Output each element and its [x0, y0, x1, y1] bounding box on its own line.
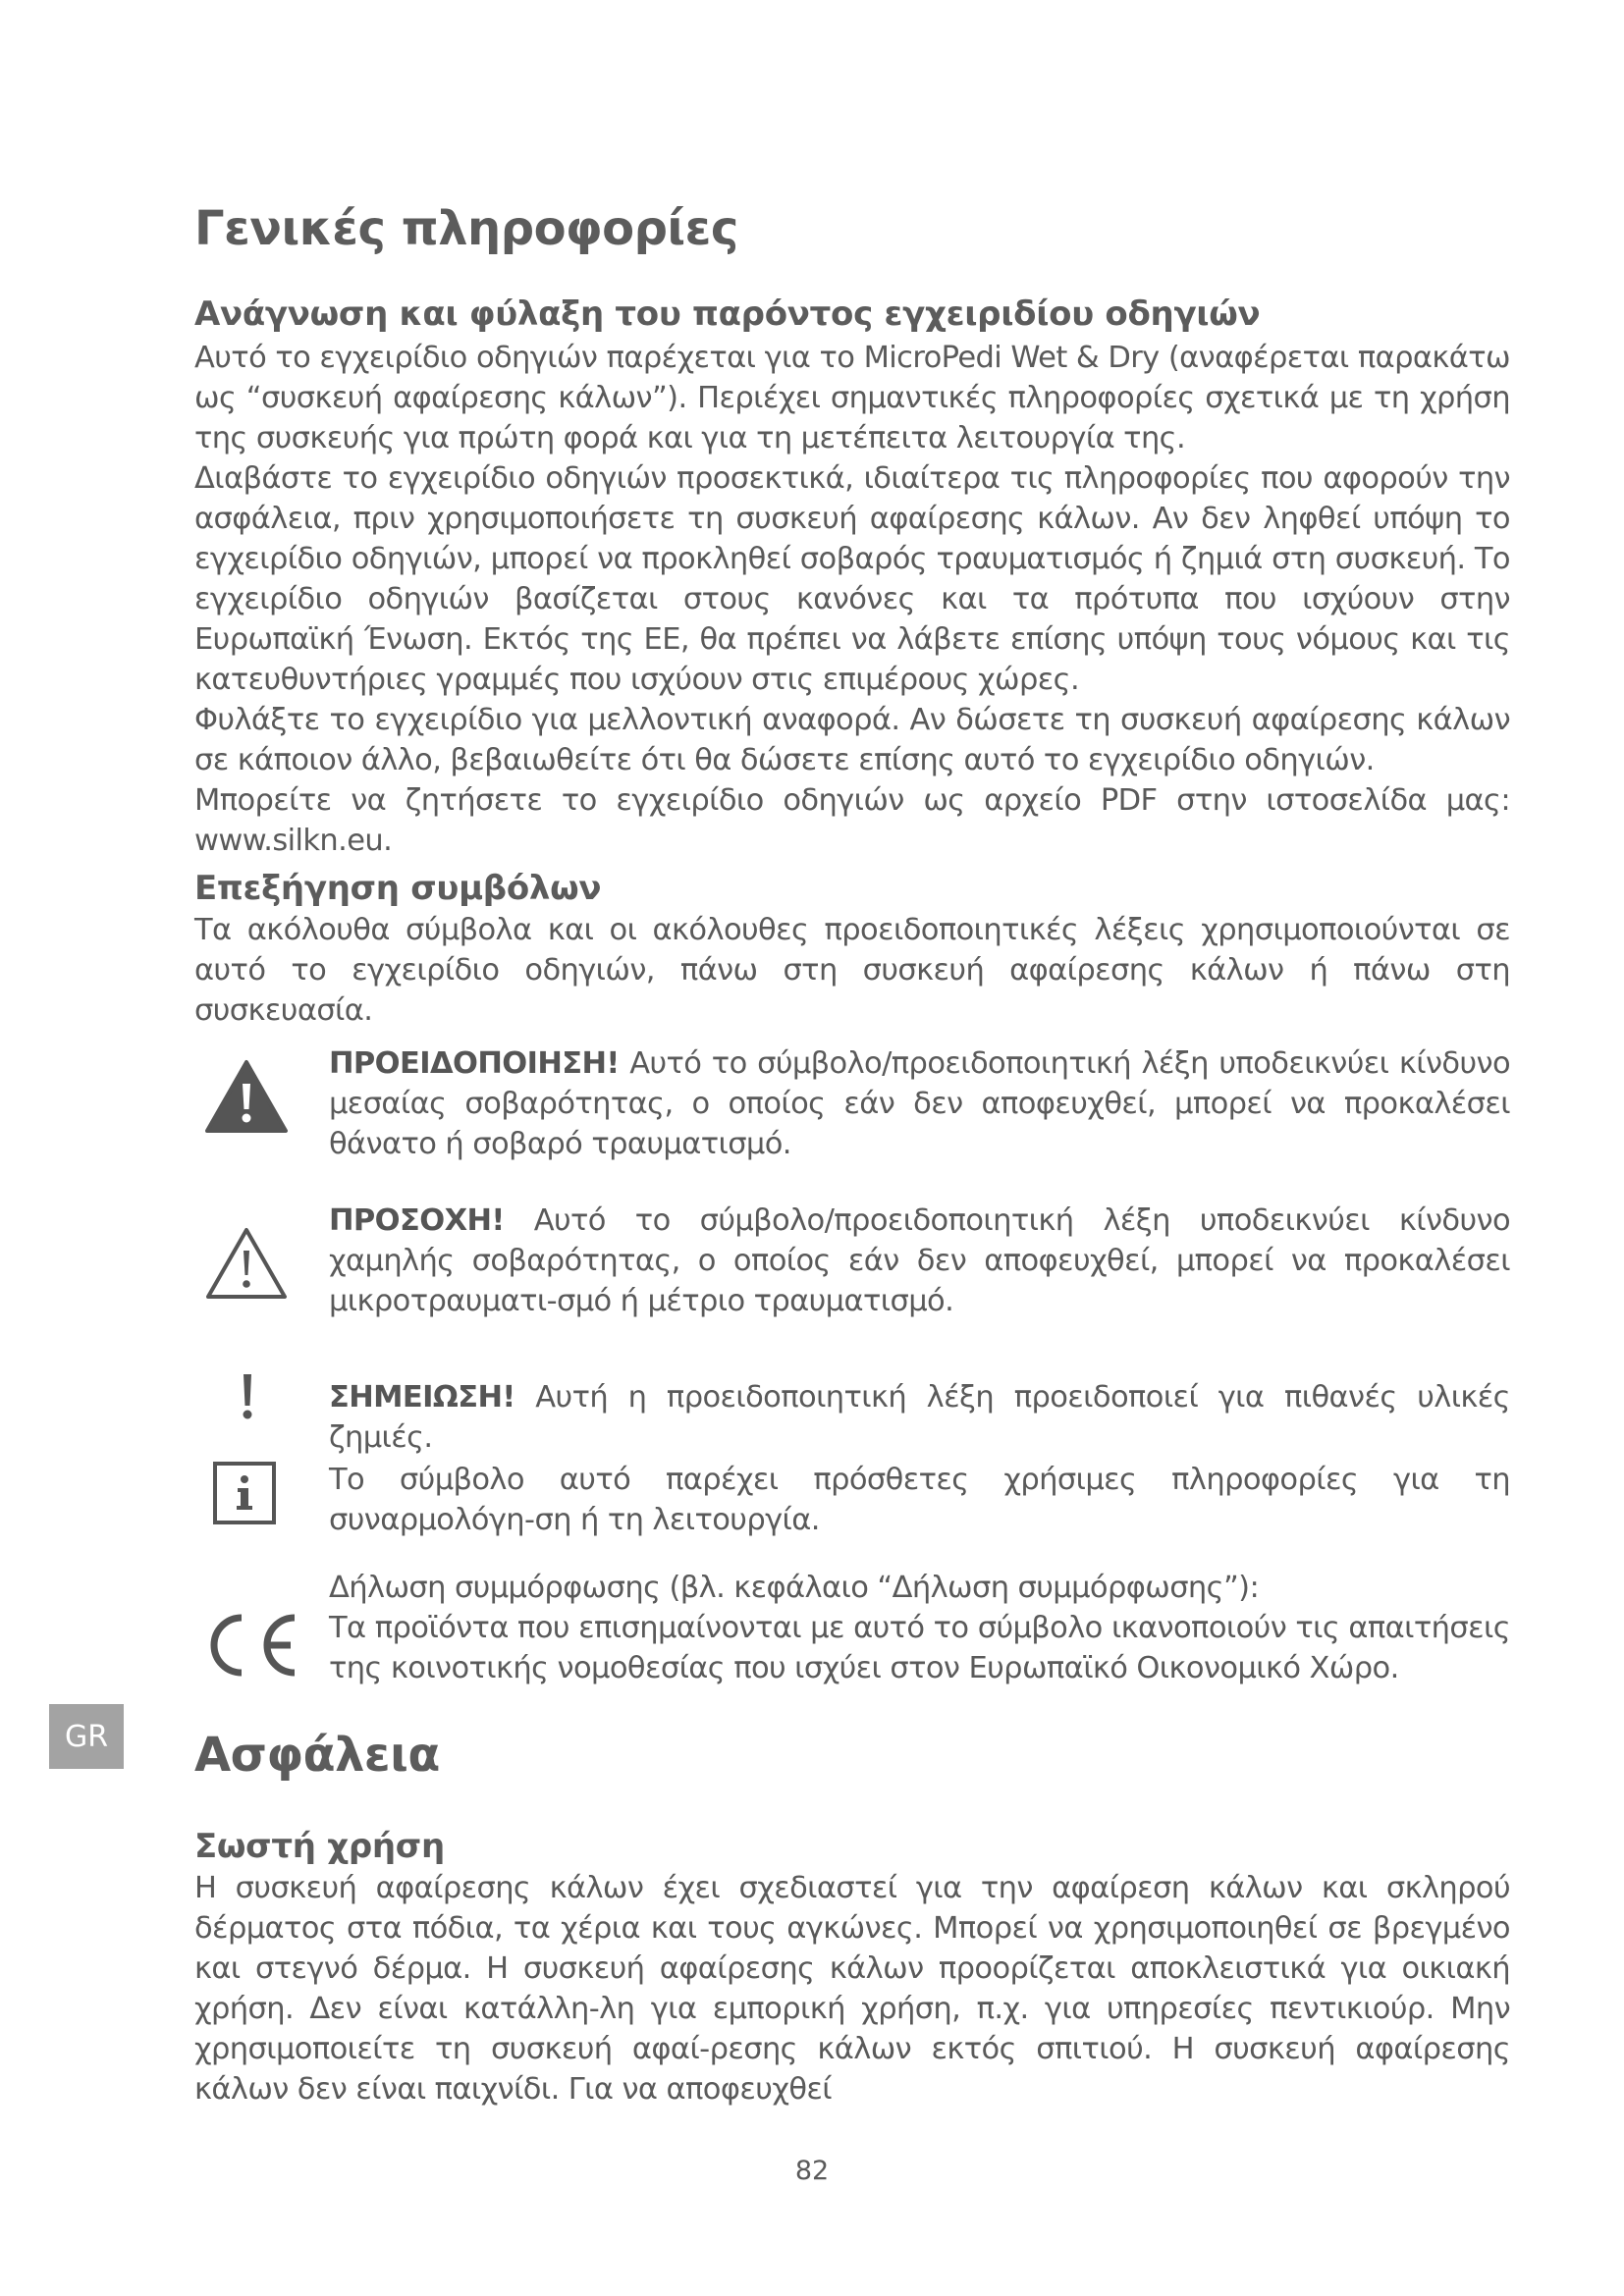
caution-description: Αυτό το σύμβολο/προειδοποιητική λέξη υποδεικνύει κίνδυνο χαμηλής σοβαρότητας, ο οποίος εάν δεν αποφευχθεί, μπορεί να προκαλέσει μικροτραυματι-σμό ή μέτριο τραυματισμό.: [329, 1203, 1510, 1318]
symbol-note-text: [329, 1377, 1510, 1458]
paragraph: [329, 1201, 1510, 1321]
note-description: Αυτή η προειδοποιητική λέξη προειδοποιεί για πιθανές υλικές ζημιές.: [329, 1380, 1510, 1455]
symbol-info-text: [329, 1460, 1510, 1540]
paragraph: [329, 1043, 1510, 1164]
paragraph: Τα ακόλουθα σύμβολα και οι ακόλουθες προειδοποιητικές λέξεις χρησιμοποιούνται σε αυτό το εγχειρίδιο οδηγιών, πάνω στη συσκευή αφαίρεσης κάλων ή πάνω στη συσκευασία.: [194, 913, 1510, 1028]
paragraph: Η συσκευή αφαίρεσης κάλων έχει σχεδιαστεί για την αφαίρεση κάλων και σκληρού δέρματος στα πόδια, τα χέρια και τους αγκώνες. Μπορεί να χρησιμοποιηθεί σε βρεγμένο και στεγνό δέρμα. Η συσκευή αφαίρεσης κάλων προορίζεται αποκλειστικά για οικιακή χρήση. Δεν είναι κατάλλη-λη για εμπορική χρήση, π.χ. για υπηρεσίες πεντικιούρ. Μην χρησιμοποιείτε τη συσκευή αφαί-ρεσης κάλων εκτός σπιτιού. Η συσκευή αφαίρεσης κάλων δεν είναι παιχνίδι. Για να αποφευχθεί: [194, 1871, 1510, 2107]
warning-lead: ΠΡΟΕΙΔΟΠΟΙΗΣΗ!: [329, 1046, 620, 1081]
caution-lead: ΠΡΟΣΟΧΗ!: [329, 1203, 505, 1238]
ce-mark-icon: [194, 1610, 302, 1681]
symbols-intro: [194, 910, 1510, 1031]
correct-use-text: [194, 1868, 1510, 2109]
symbol-warning-text: [329, 1043, 1510, 1164]
warning-filled-triangle-icon: [204, 1058, 289, 1135]
paragraph: Φυλάξτε το εγχειρίδιο για μελλοντική αναφορά. Αν δώσετε τη συσκευή αφαίρεσης κάλων σε κάποιον άλλο, βεβαιωθείτε ότι θα δώσετε επίσης αυτό το εγχειρίδιο οδηγιών.: [194, 703, 1510, 777]
paragraph: Δήλωση συμμόρφωσης (βλ. κεφάλαιο “Δήλωση συμμόρφωσης”):: [329, 1571, 1260, 1605]
paragraph: Το σύμβολο αυτό παρέχει πρόσθετες χρήσιμες πληροφορίες για τη συναρμολόγη-ση ή τη λειτουργία.: [329, 1463, 1510, 1537]
paragraph: Αυτό το εγχειρίδιο οδηγιών παρέχεται για το MicroPedi Wet & Dry (αναφέρεται παρακάτω ως “συσκευή αφαίρεσης κάλων”). Περιέχει σημαντικές πληροφορίες σχετικά με τη χρήση της συσκευής για πρώτη φορά και για τη μετέπειτα λειτουργία της.: [194, 341, 1510, 455]
language-tab: GR: [49, 1704, 124, 1769]
page-number: 82: [794, 2156, 830, 2186]
exclamation-icon: [238, 1372, 257, 1421]
symbol-caution-text: [329, 1201, 1510, 1321]
warning-description: Αυτό το σύμβολο/προειδοποιητική λέξη υποδεικνύει κίνδυνο μεσαίας σοβαρότητας, ο οποίος εάν δεν αποφευχθεί, μπορεί να προκαλέσει θάνατο ή σοβαρό τραυματισμό.: [329, 1046, 1510, 1161]
paragraph: [329, 1377, 1510, 1458]
section-title-general-info: Γενικές πληροφορίες: [194, 201, 738, 256]
reading-manual-text: [194, 338, 1510, 861]
paragraph: Τα προϊόντα που επισημαίνονται με αυτό το σύμβολο ικανοποιούν τις απαιτήσεις της κοινοτικής νομοθεσίας που ισχύει στον Ευρωπαϊκό Οικονομικό Χώρο.: [329, 1611, 1510, 1685]
section-title-safety: Ασφάλεια: [194, 1728, 440, 1783]
symbol-ce-text: [329, 1568, 1510, 1688]
paragraph: Μπορείτε να ζητήσετε το εγχειρίδιο οδηγιών ως αρχείο PDF στην ιστοσελίδα μας: www.silkn.eu.: [194, 783, 1510, 858]
info-icon: [212, 1461, 277, 1525]
caution-outline-triangle-icon: [204, 1225, 289, 1302]
note-lead: ΣΗΜΕΙΩΣΗ!: [329, 1380, 515, 1415]
paragraph: Διαβάστε το εγχειρίδιο οδηγιών προσεκτικά, ιδιαίτερα τις πληροφορίες που αφορούν την ασφάλεια, πριν χρησιμοποιήσετε τη συσκευή αφαίρεσης κάλων. Αν δεν ληφθεί υπόψη το εγχειρίδιο οδηγιών, μπορεί να προκληθεί σοβαρός τραυματισμός ή ζημιά στη συσκευή. Το εγχειρίδιο οδηγιών βασίζεται στους κανόνες και τα πρότυπα που ισχύουν στην Ευρωπαϊκή Ένωση. Εκτός της ΕΕ, θα πρέπει να λάβετε επίσης υπόψη τους νόμους και τις κατευθυντήριες γραμμές που ισχύουν στις επιμέρους χώρες.: [194, 461, 1510, 697]
subheading-symbols: Επεξήγηση συμβόλων: [194, 869, 602, 908]
subheading-correct-use: Σωστή χρήση: [194, 1827, 445, 1866]
subheading-reading-manual: Ανάγνωση και φύλαξη του παρόντος εγχειριδίου οδηγιών: [194, 294, 1261, 334]
